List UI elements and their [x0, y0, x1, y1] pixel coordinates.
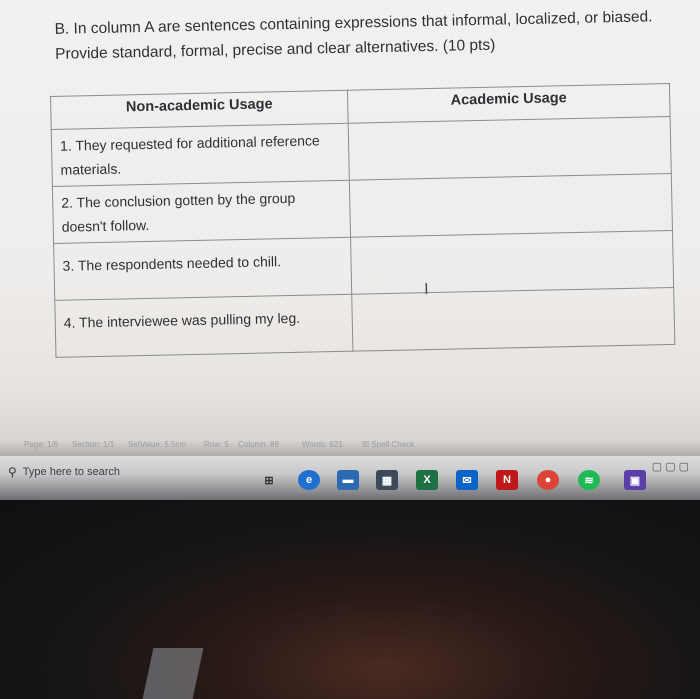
- status-spell-check[interactable]: [362, 440, 414, 449]
- header-academic: Academic Usage: [347, 83, 670, 123]
- netflix-icon[interactable]: N: [496, 470, 518, 490]
- status-column[interactable]: Column: 88: [238, 440, 279, 449]
- status-bar: [0, 438, 700, 452]
- text-cursor-icon: Ι: [423, 281, 429, 299]
- spell-check-label: Spell Check: [371, 440, 415, 449]
- system-tray[interactable]: [652, 460, 692, 473]
- academic-cell[interactable]: [348, 116, 671, 180]
- taskbar-search[interactable]: [4, 460, 232, 484]
- app-icon[interactable]: ▣: [624, 470, 646, 490]
- chrome-icon[interactable]: ●: [537, 470, 559, 490]
- status-words[interactable]: Words: 621: [302, 440, 343, 449]
- status-section[interactable]: Section: 1/1: [72, 440, 115, 449]
- academic-cell[interactable]: [352, 287, 675, 351]
- academic-cell[interactable]: [351, 230, 674, 294]
- search-icon: ⚲: [8, 465, 17, 479]
- photos-icon[interactable]: ▬: [337, 470, 359, 490]
- non-academic-cell[interactable]: 3. The respondents needed to chill.: [54, 237, 352, 300]
- status-row[interactable]: Row: 5: [204, 440, 229, 449]
- status-setvalue[interactable]: SetValue: 5.5cm: [128, 440, 187, 449]
- tray-icon[interactable]: ▢: [678, 461, 692, 473]
- instructions-line-2: Provide standard, formal, precise and clear alternatives. (10 pts): [54, 36, 496, 63]
- tray-icon[interactable]: ▢: [665, 461, 679, 473]
- mail-icon[interactable]: ✉: [456, 470, 478, 490]
- search-placeholder: Type here to search: [22, 466, 121, 478]
- table-row: [55, 287, 675, 357]
- taskbar: [0, 456, 700, 500]
- desk-background: [0, 500, 700, 699]
- edge-icon[interactable]: e: [298, 470, 320, 490]
- tray-icon[interactable]: ▢: [651, 461, 666, 473]
- spell-check-icon: ☒: [362, 440, 372, 449]
- spotify-icon[interactable]: ≋: [578, 470, 600, 490]
- usage-table: [50, 83, 675, 358]
- task-view-icon[interactable]: ⊞: [264, 474, 274, 487]
- store-icon[interactable]: ▦: [376, 470, 398, 490]
- academic-cell[interactable]: [349, 173, 672, 237]
- instructions: [54, 4, 675, 67]
- non-academic-cell[interactable]: 2. The conclusion gotten by the group doesn't follow.: [52, 180, 350, 243]
- instructions-line-1: B. In column A are sentences containing expressions that informal, localized, or biased.: [54, 8, 653, 38]
- non-academic-cell[interactable]: 1. They requested for additional reference materials.: [51, 123, 349, 186]
- non-academic-cell[interactable]: 4. The interviewee was pulling my leg.: [55, 294, 353, 357]
- paper-corner: [143, 648, 204, 699]
- excel-icon[interactable]: X: [416, 470, 438, 490]
- header-non-academic: Non-academic Usage: [51, 90, 349, 129]
- status-page[interactable]: Page: 1/6: [24, 440, 59, 449]
